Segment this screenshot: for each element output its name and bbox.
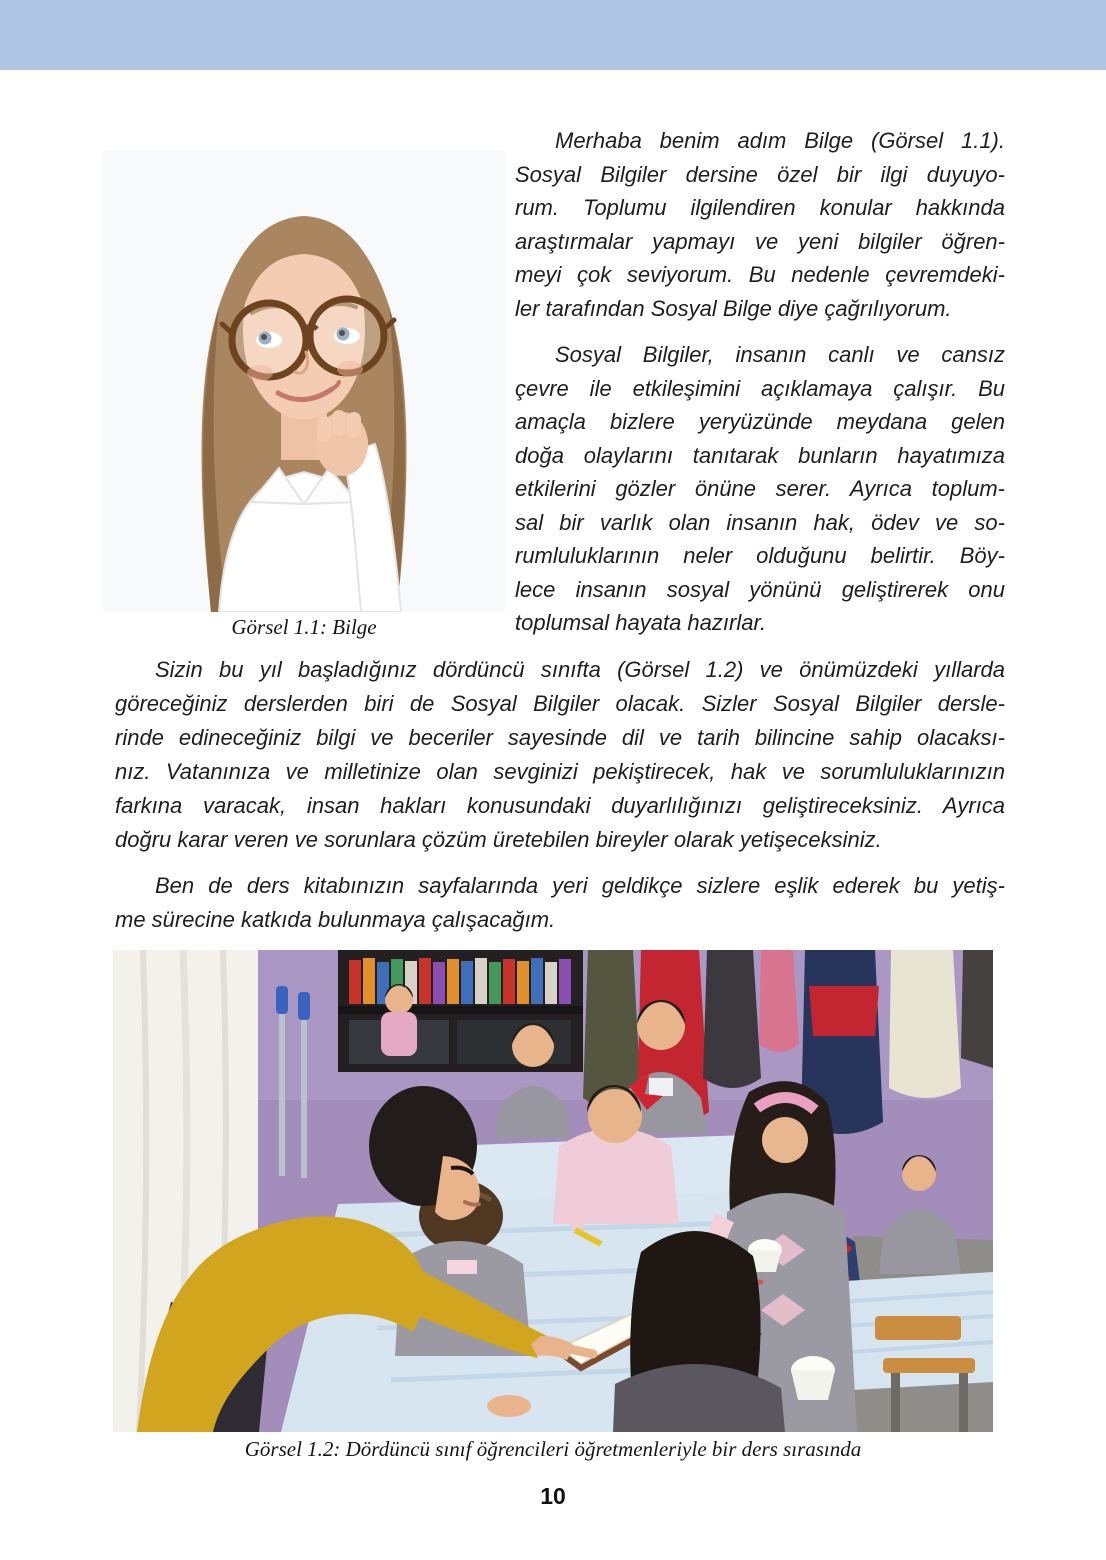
- text-line: Merhaba benim adım Bilge (Görsel 1.1).: [555, 128, 1005, 153]
- text-line: göreceğiniz derslerden biri de Sosyal Bilgiler olacak. Sizler Sosyal Bilgiler dersle-: [115, 691, 1005, 716]
- text-line: çevre ile etkileşimini açıklamaya çalışır. Bu: [515, 375, 1005, 401]
- intro-column: [515, 124, 1005, 640]
- header-band: [0, 0, 1106, 70]
- text-line: toplumsal hayata hazırlar.: [515, 610, 767, 635]
- text-line: amaçla bizlere yeryüzünde meydana gelen: [515, 409, 1005, 434]
- text-line: Ben de ders kitabınızın sayfalarında yeri geldikçe sizlere eşlik ederek bu yetiş-: [155, 873, 1005, 898]
- text-line: meyi çok seviyorum. Bu nedenle çevremdeki-: [515, 262, 1005, 287]
- body-paragraph-1: [115, 653, 1005, 857]
- text-line: nız. Vatanınıza ve milletinize olan sevginizi pekiştirecek, hak ve sorumluluklarınızın: [115, 759, 1005, 784]
- intro-paragraph-1: [515, 124, 1005, 325]
- portrait-girl-illustration: [103, 150, 505, 612]
- portrait-figure: [103, 150, 505, 612]
- text-line: doğru karar veren ve sorunlara çözüm üretebilen bireyler olarak yetişeceksiniz.: [115, 827, 882, 852]
- figure1-caption: Görsel 1.1: Bilge: [231, 615, 377, 639]
- text-line: rumluluklarının neler olduğunu belirtir. Böy-: [515, 543, 1005, 568]
- intro-paragraph-2: [515, 338, 1005, 640]
- text-line: Sosyal Bilgiler, insanın canlı ve cansız: [555, 342, 1005, 367]
- classroom-illustration: [113, 950, 993, 1432]
- body-paragraph-2: [115, 869, 1005, 937]
- body-column: [115, 653, 1005, 937]
- text-line: araştırmalar yapmayı ve yeni bilgiler öğren-: [515, 228, 1005, 254]
- text-line: farkına varacak, insan hakları konusundaki duyarlılığınızı geliştireceksiniz. Ayrıca: [115, 793, 1005, 818]
- text-line: ler tarafından Sosyal Bilge diye çağrılıyorum.: [515, 295, 952, 321]
- classroom-figure: [113, 950, 993, 1432]
- text-line: etkilerini gözler önüne serer. Ayrıca toplum-: [515, 476, 1005, 501]
- text-line: lece insanın sosyal yönünü geliştirerek onu: [515, 576, 1005, 602]
- text-line: Sosyal Bilgiler dersine özel bir ilgi duyuyo-: [515, 161, 1005, 187]
- figure2-caption: Görsel 1.2: Dördüncü sınıf öğrencileri öğretmenleriyle bir ders sırasında: [244, 1437, 862, 1461]
- text-line: rinde edineceğiniz bilgi ve beceriler sayesinde dil ve tarih bilincine sahip olacaksı-: [115, 725, 1005, 750]
- text-line: doğa olaylarını tanıtarak bunların hayatımıza: [515, 442, 1005, 468]
- page-number: 10: [540, 1483, 566, 1509]
- text-line: me sürecine katkıda bulunmaya çalışacağım.: [115, 907, 556, 932]
- text-line: rum. Toplumu ilgilendiren konular hakkında: [515, 195, 1005, 220]
- text-line: sal bir varlık olan insanın hak, ödev ve so-: [515, 509, 1005, 535]
- text-line: Sizin bu yıl başladığınız dördüncü sınıfta (Görsel 1.2) ve önümüzdeki yıllarda: [155, 657, 1005, 682]
